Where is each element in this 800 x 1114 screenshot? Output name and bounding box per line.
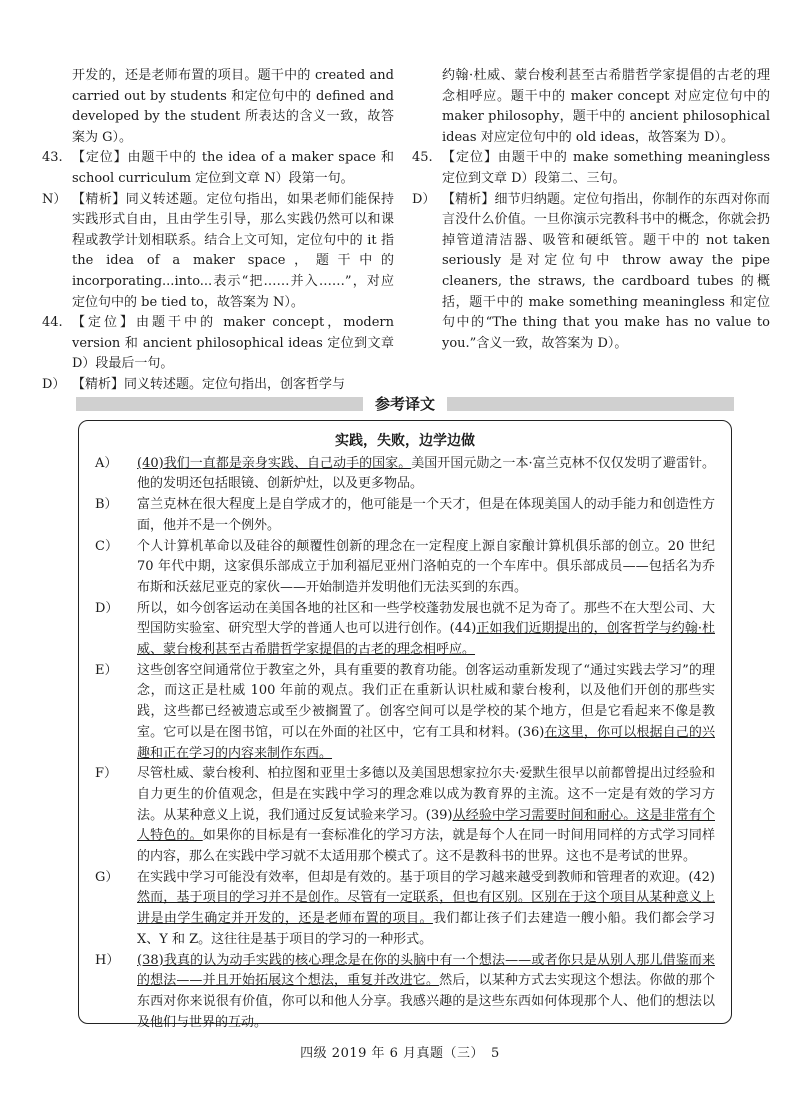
paragraph-text: 所以，如今创客运动在美国各地的社区和一些学校蓬勃发展也就不足为奇了。那些不在大型公司、大型国防实验室、研究型大学的普通人也可以进行创作。(44) — [137, 600, 715, 637]
paragraph-letter: C） — [95, 538, 118, 554]
underlined-answer-text: 正如我们近期提出的，创客哲学与约翰·杜威、蒙台梭利甚至古希腊哲学家提倡的古老的理念相呼应。 — [137, 621, 715, 658]
paragraph-text: 富兰克林在很大程度上是自学成才的，他可能是一个天才，但是在体现美国人的动手能力和创造性方面，他并不是一个例外。 — [137, 497, 715, 533]
paragraph-text: 【定位】由题干中的 the idea of a maker space 和 school curriculum 定位到文章 N）段第一句。 — [72, 150, 394, 186]
paragraph-text: 约翰·杜威、蒙台梭利甚至古希腊哲学家提倡的古老的理念相呼应。题干中的 maker concept 对应定位句中的 maker philosophy，题干中的 ancient philosophical ideas 对应定位句中的 old ideas，故答案为 D）。 — [442, 68, 770, 145]
underlined-answer-text: (38)我真的认为动手实践的核心理念是在你的头脑中有一个想法——或者你只是从别人那儿借鉴而来的想法——并且开始拓展这个想法，重复并改进它。 — [137, 952, 715, 989]
paragraph-text: 【定位】由题干中的 make something meaningless 定位到文章 D）段第二、三句。 — [442, 150, 770, 186]
translation-title: 实践，失败，边学边做 — [335, 433, 475, 449]
translation-paragraph — [95, 599, 715, 661]
translation-paragraph — [95, 868, 715, 951]
underlined-answer-text: 在这里，你可以根据自己的兴趣和正在学习的内容来制作东西。 — [137, 724, 715, 761]
paragraph-text: 然后，以某种方式去实现这个想法。你做的那个东西对你来说很有价值，你可以和他人分享。我感兴趣的是这些东西如何体现那个人、他们的想法以及他们与世界的互动。 — [137, 973, 715, 1030]
answer-45-analysis — [412, 190, 770, 355]
paragraph-text: 【精析】细节归纳题。定位句指出，你制作的东西对你而言没什么价值。一旦你演示完教科书中的概念，你就会扔掉管道清洁器、吸管和硬纸管。题干中的 not taken seriously 是对定位句中 throw away the pipe cleaners, the straws, the cardboard tubes 的概括，题干中的 make something meaningless 和定位句中的“The thing that you make has no value to you.”含义一致，故答案为 D）。 — [442, 191, 770, 351]
paragraph-letter: E） — [95, 662, 118, 678]
translation-paragraph — [95, 537, 715, 599]
translation-paragraph — [95, 495, 715, 536]
paragraph-letter: H） — [95, 952, 120, 968]
paragraph-text: 如果你的目标是有一套标准化的学习方法，就是每个人在同一时间用同样的方式学习同样的内容，那么在实践中学习就不太适用那个模式了。这不是教科书的世界。这也不是考试的世界。 — [137, 828, 715, 865]
section-title: 参考译文 — [363, 393, 447, 415]
paragraph-text: 我们都让孩子们去建造一艘小船。我们都会学习 X、Y 和 Z。这往往是基于项目的学习的一种形式。 — [137, 911, 715, 947]
answer-letter: D） — [42, 376, 66, 392]
answer-43-analysis — [42, 190, 394, 314]
page-footer: 四级 2019 年 6 月真题（三） 5 — [300, 1046, 500, 1061]
paragraph-text: 开发的，还是老师布置的项目。题干中的 created and carried out by students 和定位句中的 defined and developed by the student 所表达的含义一致，故答案为 G）。 — [72, 68, 394, 145]
translation-paragraph — [95, 951, 715, 1034]
paragraph-letter: D） — [95, 600, 119, 616]
paragraph-text: 【精析】同义转述题。定位句指出，如果老师们能保持实践形式自由，且由学生引导，那么实践仍然可以和课程或教学计划相联系。结合上文可知，定位句中的 it 指 the idea of a maker space，题干中的 incorporating...into...表示“把……并入……”，对应定位句中的 be tied to，故答案为 N）。 — [72, 191, 394, 310]
answer-45-locate — [412, 148, 770, 189]
answer-43-locate — [42, 148, 394, 189]
paragraph-text: 美国开国元勋之一本·富兰克林不仅仅发明了避雷针。他的发明还包括眼镜、创新炉灶，以及更多物品。 — [137, 455, 715, 492]
question-number: 43. — [42, 150, 63, 166]
paragraph-letter: G） — [95, 869, 119, 885]
translation-paragraph — [95, 454, 715, 495]
paragraph-text: 这些创客空间通常位于教室之外，具有重要的教育功能。创客运动重新发现了“通过实践去学习”的理念，而这正是杜威 100 年前的观点。我们正在重新认识杜威和蒙台梭利，以及他们开创的那些实践，这些都已经被遗忘或至少被搁置了。创客空间可以是学校的某个地方，但是它看起来不像是教室。它可以是在图书馆，可以在外面的社区中，它有工具和材料。(36) — [137, 662, 715, 740]
translation-paragraph — [95, 764, 715, 868]
paragraph-text: 尽管杜威、蒙台梭利、柏拉图和亚里士多德以及美国思想家拉尔夫·爱默生很早以前都曾提出过经验和自力更生的价值观念，但是在实践中学习的理念难以成为教育界的主流。这不一定是有效的学习方法。从某种意义上说，我们通过反复试验来学习。(39) — [137, 766, 715, 823]
answer-letter: N） — [42, 191, 67, 207]
right-column — [412, 66, 770, 354]
answer-44-locate — [42, 313, 394, 375]
left-column — [42, 66, 394, 396]
underlined-answer-text: (40)我们一直都是亲身实践、自己动手的国家。 — [137, 455, 412, 471]
translation-box — [78, 420, 732, 1030]
answer-44-continued — [412, 66, 770, 148]
underlined-answer-text: 然而，基于项目的学习并不是创作。尽管有一定联系，但也有区别。区别在于这个项目从某种意义上讲是由学生确定并开发的，还是老师布置的项目。 — [137, 890, 715, 927]
underlined-answer-text: 从经验中学习需要时间和耐心。这是非常有个人特色的。 — [137, 807, 715, 844]
question-number: 44. — [42, 315, 63, 331]
section-header — [76, 393, 734, 415]
paragraph-text: 个人计算机革命以及硅谷的颠覆性创新的理念在一定程度上源自家酿计算机俱乐部的创立。20 世纪 70 年代中期，这家俱乐部成立于加利福尼亚州门洛帕克的一个车库中。俱乐部成员——包括名为乔布斯和沃兹尼亚克的家伙——开始制造并发明他们无法买到的东西。 — [137, 538, 715, 595]
question-number: 45. — [412, 150, 433, 166]
paragraph-text: 【精析】同义转述题。定位句指出，创客哲学与 — [72, 376, 346, 392]
answer-letter: D） — [412, 191, 436, 207]
translation-paragraphs — [95, 454, 715, 1034]
paragraph-letter: F） — [95, 766, 118, 782]
paragraph-letter: A） — [95, 455, 118, 471]
translation-paragraph — [95, 661, 715, 765]
paragraph-text: 【定位】由题干中的 maker concept，modern version 和 ancient philosophical ideas 定位到文章 D）段最后一句。 — [72, 315, 394, 372]
paragraph-letter: B） — [95, 497, 118, 513]
answer-42-continued — [42, 66, 394, 148]
paragraph-text: 在实践中学习可能没有效率，但却是有效的。基于项目的学习越来越受到教师和管理者的欢迎。(42) — [137, 869, 715, 885]
